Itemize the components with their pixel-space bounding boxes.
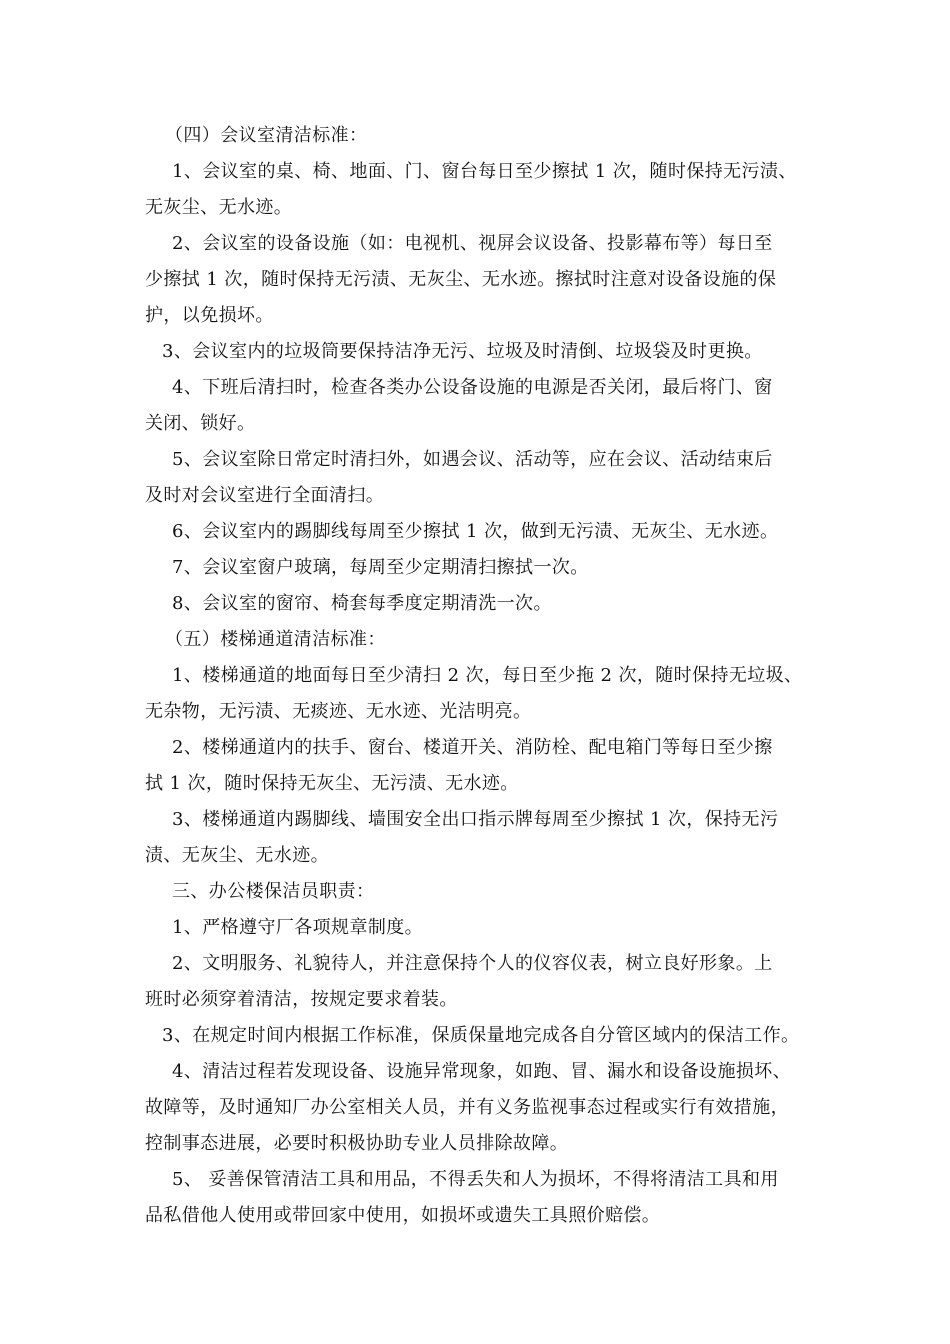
paragraph-line: 7、会议室窗户玻璃，每周至少定期清扫擦拭一次。 xyxy=(172,557,589,578)
paragraph-line: 无灰尘、无水迹。 xyxy=(145,197,293,218)
paragraph-line: 5、会议室除日常定时清扫外，如遇会议、活动等，应在会议、活动结束后 xyxy=(172,449,773,470)
paragraph-line: 渍、无灰尘、无水迹。 xyxy=(145,845,329,866)
paragraph-line: 关闭、锁好。 xyxy=(145,413,256,434)
paragraph-line: 3、楼梯通道内踢脚线、墙围安全出口指示牌每周至少擦拭 1 次，保持无污 xyxy=(172,809,779,830)
paragraph-line: 班时必须穿着清洁，按规定要求着装。 xyxy=(145,989,458,1010)
paragraph-line: 1、楼梯通道的地面每日至少清扫 2 次，每日至少拖 2 次，随时保持无垃圾、 xyxy=(172,665,803,686)
section-heading-cleaner-duties: 三、办公楼保洁员职责： xyxy=(172,881,375,902)
paragraph-line: 护，以免损坏。 xyxy=(145,305,274,326)
paragraph-line: 控制事态进展，必要时积极协助专业人员排除故障。 xyxy=(145,1133,569,1154)
paragraph-line: 1、会议室的桌、椅、地面、门、窗台每日至少擦拭 1 次，随时保持无污渍、 xyxy=(172,161,797,182)
paragraph-line: 3、在规定时间内根据工作标准，保质保量地完成各自分管区域内的保洁工作。 xyxy=(162,1025,800,1046)
paragraph-line: 6、会议室内的踢脚线每周至少擦拭 1 次，做到无污渍、无灰尘、无水迹。 xyxy=(172,521,779,542)
paragraph-line: 拭 1 次，随时保持无灰尘、无污渍、无水迹。 xyxy=(145,773,519,794)
paragraph-line: 5、 妥善保管清洁工具和用品，不得丢失和人为损坏，不得将清洁工具和用 xyxy=(172,1169,779,1190)
paragraph-line: 8、会议室的窗帘、椅套每季度定期清洗一次。 xyxy=(172,593,552,614)
paragraph-line: 2、会议室的设备设施（如：电视机、视屏会议设备、投影幕布等）每日至 xyxy=(172,233,773,254)
paragraph-line: 3、会议室内的垃圾筒要保持洁净无污、垃圾及时清倒、垃圾袋及时更换。 xyxy=(162,341,763,362)
section-heading-stairway: （五）楼梯通道清洁标准： xyxy=(165,629,386,650)
paragraph-line: 及时对会议室进行全面清扫。 xyxy=(145,485,385,506)
paragraph-line: 4、下班后清扫时，检查各类办公设备设施的电源是否关闭，最后将门、窗 xyxy=(172,377,773,398)
paragraph-line: 无杂物，无污渍、无痰迹、无水迹、光洁明亮。 xyxy=(145,701,532,722)
paragraph-line: 1、严格遵守厂各项规章制度。 xyxy=(172,917,424,938)
paragraph-line: 少擦拭 1 次，随时保持无污渍、无灰尘、无水迹。擦拭时注意对设备设施的保 xyxy=(145,269,777,290)
paragraph-line: 品私借他人使用或带回家中使用，如损坏或遗失工具照价赔偿。 xyxy=(145,1205,661,1226)
paragraph-line: 故障等，及时通知厂办公室相关人员，并有义务监视事态过程或实行有效措施， xyxy=(145,1097,789,1118)
paragraph-line: 2、文明服务、礼貌待人，并注意保持个人的仪容仪表，树立良好形象。上 xyxy=(172,953,773,974)
paragraph-line: 4、清洁过程若发现设备、设施异常现象，如跑、冒、漏水和设备设施损坏、 xyxy=(172,1061,792,1082)
section-heading-meeting-room: （四）会议室清洁标准： xyxy=(165,125,368,146)
paragraph-line: 2、楼梯通道内的扶手、窗台、楼道开关、消防栓、配电箱门等每日至少擦 xyxy=(172,737,773,758)
